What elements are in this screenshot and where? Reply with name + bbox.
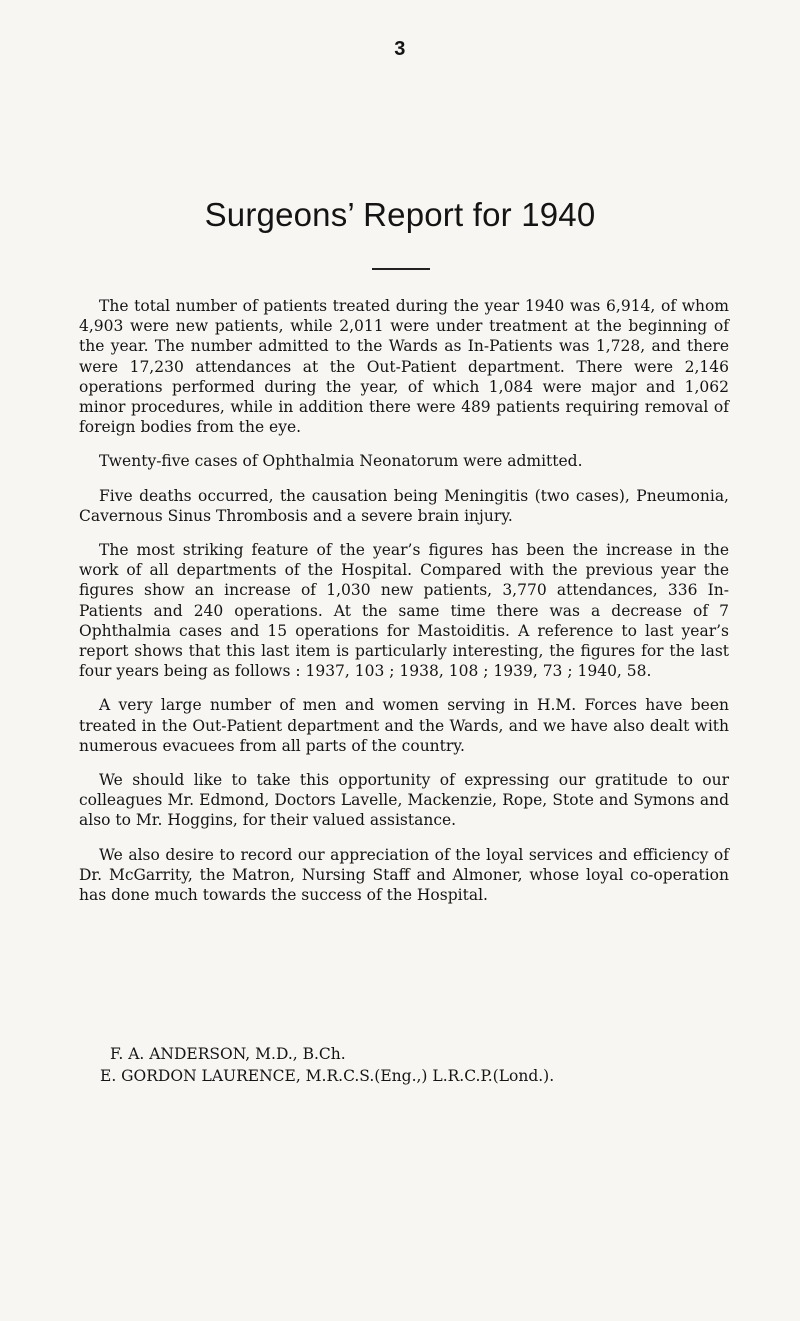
signature-laurence: E. GORDON LAURENCE, M.R.C.S.(Eng.,) L.R.C.P.(Lond.). <box>100 1067 555 1085</box>
paragraph-deaths: Five deaths occurred, the causation being Meningitis (two cases), Pneumonia, Cavernous Sinus Thrombosis and a severe brain injury. <box>79 486 729 525</box>
signature-block <box>100 1043 760 1087</box>
title-divider <box>372 268 430 270</box>
page-number: 3 <box>394 38 406 60</box>
paragraph-forces-evacuees: A very large number of men and women serving in H.M. Forces have been treated in the Out-Patient department and the Wards, and we have also dealt with numerous evacuees from all parts of the country. <box>79 696 729 755</box>
report-title: Surgeons’ Report for 1940 <box>204 196 596 233</box>
paragraph-patient-statistics: The total number of patients treated during the year 1940 was 6,914, of whom 4,903 were new patients, while 2,011 were under treatment at the beginning of the year. The number admitted to the Wards as In-Patients was 1,728, and there were 17,230 attendances at the Out-Patient department. There were 2,146 operations performed during the year, of which 1,084 were major and 1,062 minor procedures, while in addition there were 489 patients requiring removal of foreign bodies from the eye. <box>79 297 729 437</box>
paragraph-appreciation: We also desire to record our appreciation of the loyal services and efficiency of Dr. McGarrity, the Matron, Nursing Staff and Almoner, whose loyal co-operation has done much towards the success of the Hospital. <box>79 845 729 905</box>
report-body <box>79 296 729 919</box>
paragraph-yearly-comparison: The most striking feature of the year’s figures has been the increase in the work of all departments of the Hospital. Compared with the previous year the figures show an increase of 1,030 new patients, 3,770 attendances, 336 In-Patients and 240 operations. At the same time there was a decrease of 7 Ophthalmia cases and 15 operations for Mastoiditis. A reference to last year’s report shows that this last item is particularly interesting, the figures for the last four years being as follows : 1937, 103 ; 1938, 108 ; 1939, 73 ; 1940, 58. <box>79 541 729 681</box>
paragraph-gratitude: We should like to take this opportunity of expressing our gratitude to our colleagues Mr. Edmond, Doctors Lavelle, Mackenzie, Rope, Stote and Symons and also to Mr. Hoggins, for their valued assistance. <box>79 771 729 830</box>
paragraph-ophthalmia-cases: Twenty-five cases of Ophthalmia Neonatorum were admitted. <box>99 452 583 471</box>
signature-anderson: F. A. ANDERSON, M.D., B.Ch. <box>110 1045 346 1063</box>
